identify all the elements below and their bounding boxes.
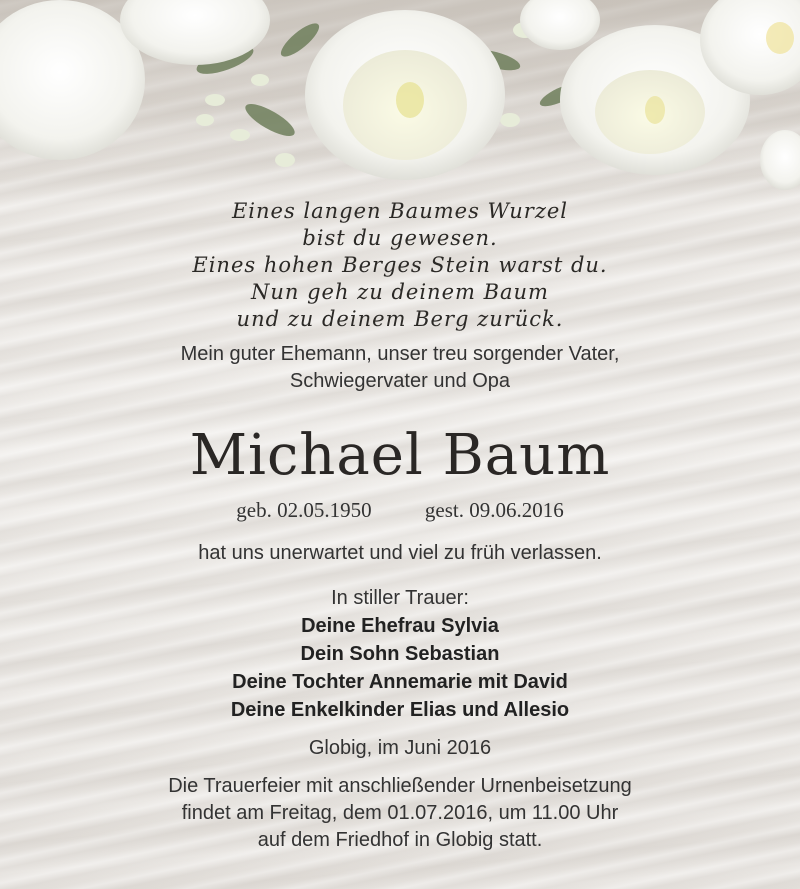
birth-date: geb. 02.05.1950 bbox=[236, 498, 372, 522]
funeral-line: Die Trauerfeier mit anschließender Urnenbeisetzung bbox=[168, 775, 632, 797]
verse-line: Nun geh zu deinem Baum bbox=[251, 280, 549, 304]
mourners-list bbox=[0, 584, 800, 724]
verse-line: bist du gewesen. bbox=[302, 226, 498, 250]
intro-text bbox=[0, 341, 800, 395]
mourner: Dein Sohn Sebastian bbox=[300, 643, 500, 665]
white-tulips-image bbox=[0, 0, 800, 200]
intro-line: Mein guter Ehemann, unser treu sorgender Vater, bbox=[180, 343, 620, 365]
funeral-line: findet am Freitag, dem 01.07.2016, um 11.00 Uhr bbox=[181, 802, 619, 824]
funeral-info bbox=[0, 773, 800, 854]
mourner: Deine Enkelkinder Elias und Allesio bbox=[230, 699, 570, 721]
place-date: Globig, im Juni 2016 bbox=[308, 737, 492, 759]
verse-line: Eines langen Baumes Wurzel bbox=[231, 199, 569, 223]
passing-message: hat uns unerwartet und viel zu früh verlassen. bbox=[198, 542, 602, 564]
mourner: Deine Tochter Annemarie mit David bbox=[232, 671, 568, 693]
mourning-intro: In stiller Trauer: bbox=[331, 587, 469, 609]
verse-line: Eines hohen Berges Stein warst du. bbox=[192, 253, 608, 277]
life-dates bbox=[0, 496, 800, 524]
verse-line: und zu deinem Berg zurück. bbox=[236, 307, 564, 331]
death-date: gest. 09.06.2016 bbox=[424, 498, 564, 522]
verse bbox=[0, 198, 800, 333]
intro-line: Schwiegervater und Opa bbox=[289, 370, 511, 392]
deceased-name: Michael Baum bbox=[189, 423, 611, 488]
mourner: Deine Ehefrau Sylvia bbox=[301, 615, 499, 637]
funeral-line: auf dem Friedhof in Globig statt. bbox=[257, 829, 543, 851]
